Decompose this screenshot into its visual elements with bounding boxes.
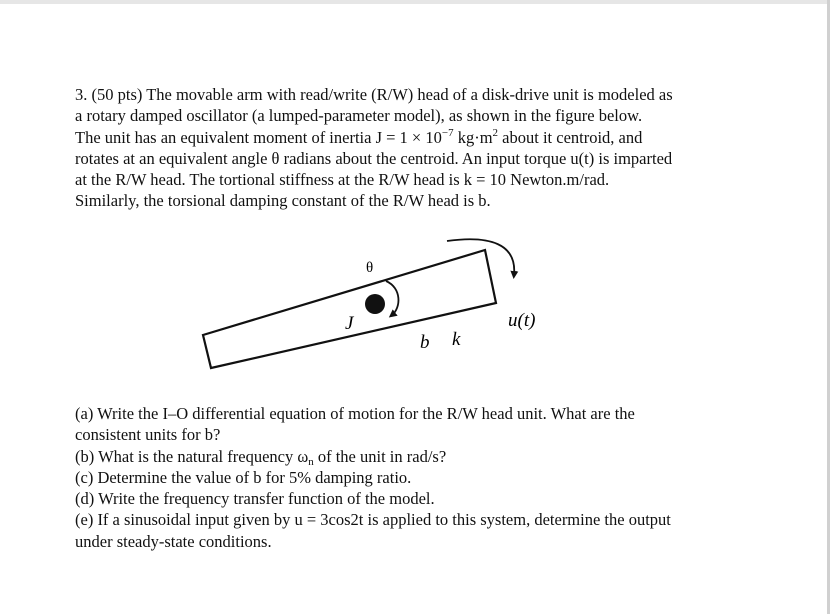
question-a-line: (a) Write the I–O differential equation of motion for the R/W head unit. What are the (75, 404, 635, 423)
problem-line: rotates at an equivalent angle θ radians about the centroid. An input torque u(t) is imparted (75, 148, 673, 168)
units-exponent: 2 (492, 126, 499, 139)
disk-arm-figure (190, 232, 570, 382)
damping-label: b (420, 332, 430, 353)
inertia-label: J (345, 313, 354, 334)
omega-subscript: n (308, 455, 314, 468)
problem-line-inertia (75, 127, 755, 148)
problem-line: 3. (50 pts) The movable arm with read/write (R/W) head of a disk-drive unit is modeled as (75, 85, 673, 104)
problem-line: a rotary damped oscillator (a lumped-parameter model), as shown in the figure below. (75, 106, 643, 126)
question-e-line: (e) If a sinusoidal input given by u = 3cos2t is applied to this system, determine the output (75, 510, 671, 530)
inertia-text-mid: kg·m (453, 127, 493, 147)
inertia-text-post: about it centroid, and (498, 127, 643, 147)
centroid-pivot (365, 294, 385, 314)
torque-label: u(t) (508, 310, 536, 331)
arm-body (203, 250, 496, 368)
problem-statement (75, 84, 755, 212)
inertia-exponent: −7 (441, 126, 454, 139)
question-list (75, 403, 755, 552)
question-b (75, 446, 755, 467)
stiffness-label: k (452, 329, 461, 350)
question-a-line: consistent units for b? (75, 425, 221, 445)
question-d: (d) Write the frequency transfer function of the model. (75, 489, 435, 509)
question-c: (c) Determine the value of b for 5% damping ratio. (75, 467, 412, 487)
theta-label: θ (366, 260, 374, 276)
question-e-line: under steady-state conditions. (75, 531, 272, 551)
problem-line: Similarly, the torsional damping constant of the R/W head is b. (75, 191, 491, 211)
page-top-edge (0, 0, 830, 4)
inertia-text-pre: The unit has an equivalent moment of inertia J = 1 × 10 (75, 127, 442, 147)
question-b-post: of the unit in rad/s? (313, 446, 447, 466)
problem-line: at the R/W head. The tortional stiffness at the R/W head is k = 10 Newton.m/rad. (75, 170, 610, 190)
question-b-pre: (b) What is the natural frequency ω (75, 446, 309, 466)
